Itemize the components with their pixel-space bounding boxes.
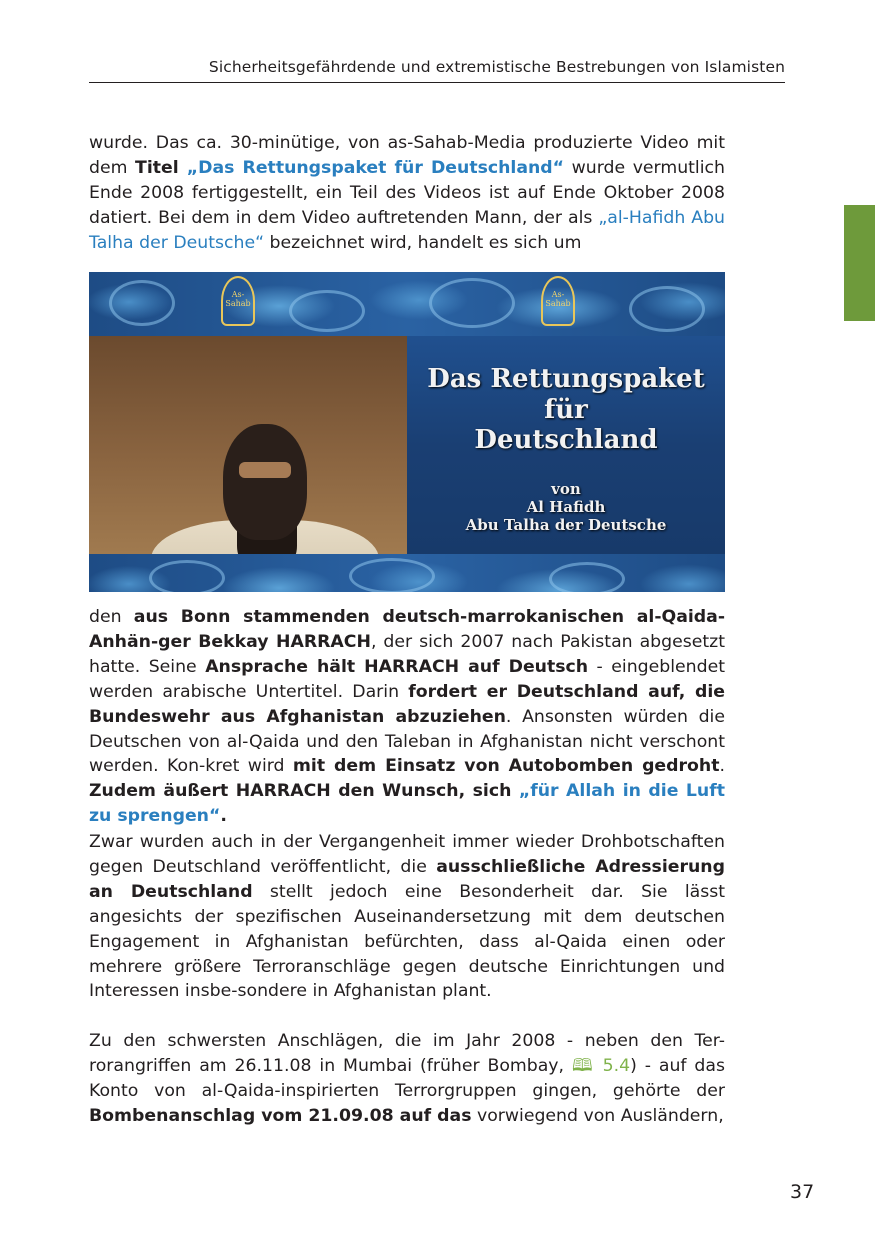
- p4-segment-3: Bombenanschlag vom 21.09.08 auf das: [89, 1105, 472, 1126]
- ornament-banner-bottom: [89, 554, 725, 592]
- p1-segment-0: wurde. Das ca. 30-minütige, von as-Sahab-Media produzierte Video mit dem: [89, 133, 725, 178]
- video-byline-2: Al Hafidh: [526, 498, 606, 516]
- speaker-panel: [89, 336, 407, 554]
- p2-segment-0: den: [89, 607, 134, 627]
- p2-segment-1: aus Bonn stammenden deutsch-marrokanischen al-Qaida-Anhän-ger Bekkay HARRACH: [89, 607, 725, 652]
- p1-segment-4: „al-Hafidh Abu Talha der Deutsche“: [89, 207, 725, 253]
- running-header: Sicherheitsgefährdende und extremistische Bestrebungen von Islamisten: [208, 58, 785, 76]
- as-sahab-logo-right: As-Sahab: [541, 276, 575, 326]
- p4-segment-1: 🕮 5.4: [571, 1055, 631, 1076]
- p1-segment-1: Titel: [135, 157, 187, 178]
- p2-segment-6: . Ansonsten würden die Deutschen von al-Qaida und den Taleban in Afghanistan nicht verschont werden. Kon-kret wird: [89, 706, 725, 777]
- paragraph-3: [89, 830, 725, 1004]
- p1-segment-2: „Das Rettungspaket für Deutschland“: [186, 157, 565, 178]
- p2-segment-2: , der sich 2007 nach Pakistan abgesetzt hatte. Seine: [89, 631, 725, 677]
- chapter-tab-marker: [844, 205, 875, 321]
- p2-segment-11: .: [220, 806, 227, 827]
- ornament-banner-top: [89, 272, 725, 336]
- p4-segment-4: vorwiegend von Ausländern,: [471, 1105, 724, 1126]
- video-title-line-1: Das Rettungspaket: [427, 364, 705, 394]
- p2-segment-10: „für Allah in die Luft zu sprengen“: [89, 781, 725, 827]
- header-rule: [89, 82, 785, 83]
- as-sahab-logo-left: As-Sahab: [221, 276, 255, 326]
- video-byline-3: Abu Talha der Deutsche: [465, 516, 667, 534]
- p2-segment-5: fordert er Deutschland auf, die Bundeswehr aus Afghanistan abzuziehen: [89, 681, 726, 727]
- paragraph-4: [89, 1029, 725, 1129]
- p4-segment-0: Zu den schwersten Anschlägen, die im Jahr 2008 - neben den Ter-rorangriffen am 26.11.08 in Mumbai (früher Bombay,: [89, 1031, 725, 1076]
- p3-segment-0: Zwar wurden auch in der Vergangenheit immer wieder Drohbotschaften gegen Deutschland veröffentlicht, die: [89, 832, 725, 877]
- p2-segment-9: Zudem äußert HARRACH den Wunsch, sich: [89, 781, 519, 802]
- video-still-image: [89, 272, 725, 592]
- paragraph-1: [89, 131, 725, 256]
- video-byline-1: von: [551, 480, 581, 498]
- p1-segment-5: bezeichnet wird, handelt es sich um: [264, 232, 582, 253]
- page-number: 37: [790, 1181, 815, 1203]
- p1-segment-3: wurde vermutlich Ende 2008 fertiggestellt, ein Teil des Videos ist auf Ende Oktober 2008 datiert. Bei dem in dem Video auftretenden Mann, der als: [89, 157, 725, 228]
- video-title-line-2: für: [544, 395, 588, 425]
- paragraph-2: [89, 605, 725, 829]
- p3-segment-1: ausschließliche Adressierung an Deutschland: [89, 856, 725, 902]
- p2-segment-4: - eingeblendet werden arabische Untertitel. Darin: [89, 656, 725, 702]
- p4-segment-2: ) - auf das Konto von al-Qaida-inspirierten Terrorgruppen gingen, gehörte der: [89, 1055, 725, 1101]
- p2-segment-7: mit dem Einsatz von Autobomben gedroht: [292, 756, 720, 777]
- p3-segment-2: stellt jedoch eine Besonderheit dar. Sie lässt angesichts der spezifischen Auseinandersetzung mit dem deutschen Engagement in Afghanistan befürchten, dass al-Qaida einen oder mehrere größere Terroranschläge gegen deutsche Einrichtungen und Interessen insbe-sondere in Afghanistan plant.: [89, 881, 725, 1002]
- p2-segment-3: Ansprache hält HARRACH auf Deutsch: [205, 656, 589, 677]
- video-title-line-3: Deutschland: [474, 425, 658, 455]
- p2-segment-8: .: [719, 756, 725, 777]
